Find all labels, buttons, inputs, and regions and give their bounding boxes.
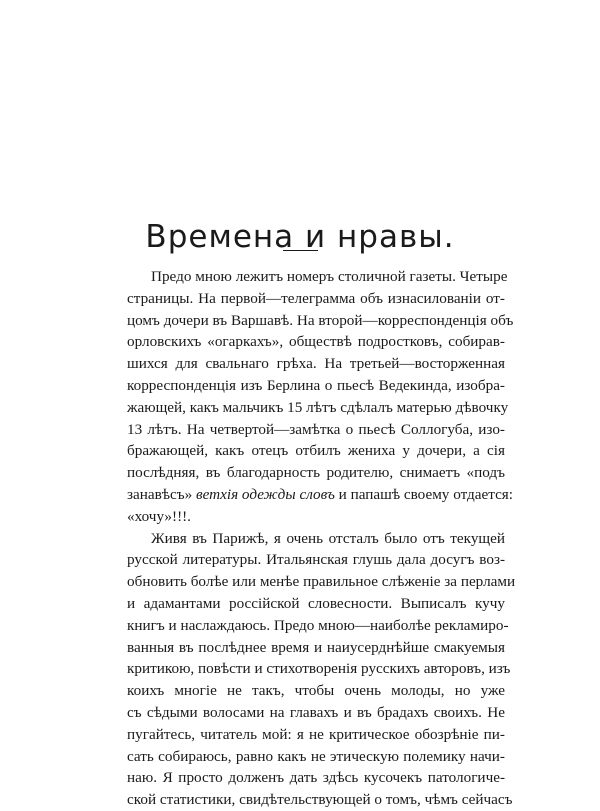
text-run: и папашѣ своему отдается: (334, 485, 514, 503)
text-line: «хочу»!!!. (127, 507, 191, 525)
text-line: обновить болѣе или менѣе правильное слѣженіе за перлами (127, 573, 516, 591)
text-line: корреспонденція изъ Берлина о пьесѣ Ведекинда, изобра- (127, 376, 505, 394)
text-line: жающей, какъ мальчикъ 15 лѣтъ сдѣлалъ матерью дѣвочку (127, 398, 509, 416)
text-line: бражающей, какъ отецъ отбилъ жениха у дочери, а сія (127, 442, 505, 460)
text-line-with-italic (127, 484, 514, 506)
chapter-title: Времена и нравы. (145, 218, 455, 255)
paragraph-2 (127, 528, 516, 811)
text-line: пугайтесь, читатель мой: я не критическое обозрѣніе пи- (127, 725, 505, 743)
text-line: ской статистики, свидѣтельствующей о томъ, чѣмъ сейчасъ (127, 791, 513, 809)
text-line: наю. Я просто долженъ дать здѣсь кусочекъ патологиче- (127, 769, 505, 787)
text-line: ванныя въ послѣднее время и наиусерднѣйше смакуемыя (127, 638, 505, 656)
text-line: страницы. На первой—телеграмма объ изнасилованіи от- (127, 289, 505, 307)
text-line: цомъ дочери въ Варшавѣ. На второй—корреспонденція объ (127, 311, 514, 329)
text-line: орловскихъ «огаркахъ», обществѣ подростковъ, собирав- (127, 333, 505, 351)
text-line: съ сѣдыми волосами на главахъ и въ брадахъ своихъ. Не (127, 703, 505, 721)
text-line: книгъ и наслаждаюсь. Предо мною—наиболѣе рекламиро- (127, 616, 509, 634)
text-line: Живя въ Парижѣ, я очень отсталъ было отъ текущей (151, 529, 505, 547)
chapter-body (127, 266, 516, 811)
italic-phrase: ветхія одежды словъ (196, 485, 335, 503)
text-line: Предо мною лежитъ номеръ столичной газеты. Четыре (151, 268, 508, 285)
text-line: критикою, повѣсти и стихотворенія русскихъ авторовъ, изъ (127, 660, 511, 678)
paragraph-1 (127, 266, 514, 528)
text-line: сать собираюсь, равно какъ не этическую полемику начи- (127, 747, 505, 765)
text-line: русской литературы. Итальянская глушь дала досугъ воз- (127, 551, 505, 569)
title-divider (283, 250, 318, 251)
text-run: занавѣсъ» (127, 485, 197, 503)
text-line: шихся для свальнаго грѣха. На третьей—восторженная (127, 355, 505, 373)
text-line: послѣдняя, въ благодарность родителю, снимаетъ «подъ (127, 464, 505, 482)
text-line: коихъ многіе не такъ, чтобы очень молоды, но уже (127, 682, 505, 700)
text-line: и адамантами россійской словесности. Выписалъ кучу (127, 594, 505, 612)
text-line: 13 лѣтъ. На четвертой—замѣтка о пьесѣ Соллогуба, изо- (127, 420, 505, 438)
